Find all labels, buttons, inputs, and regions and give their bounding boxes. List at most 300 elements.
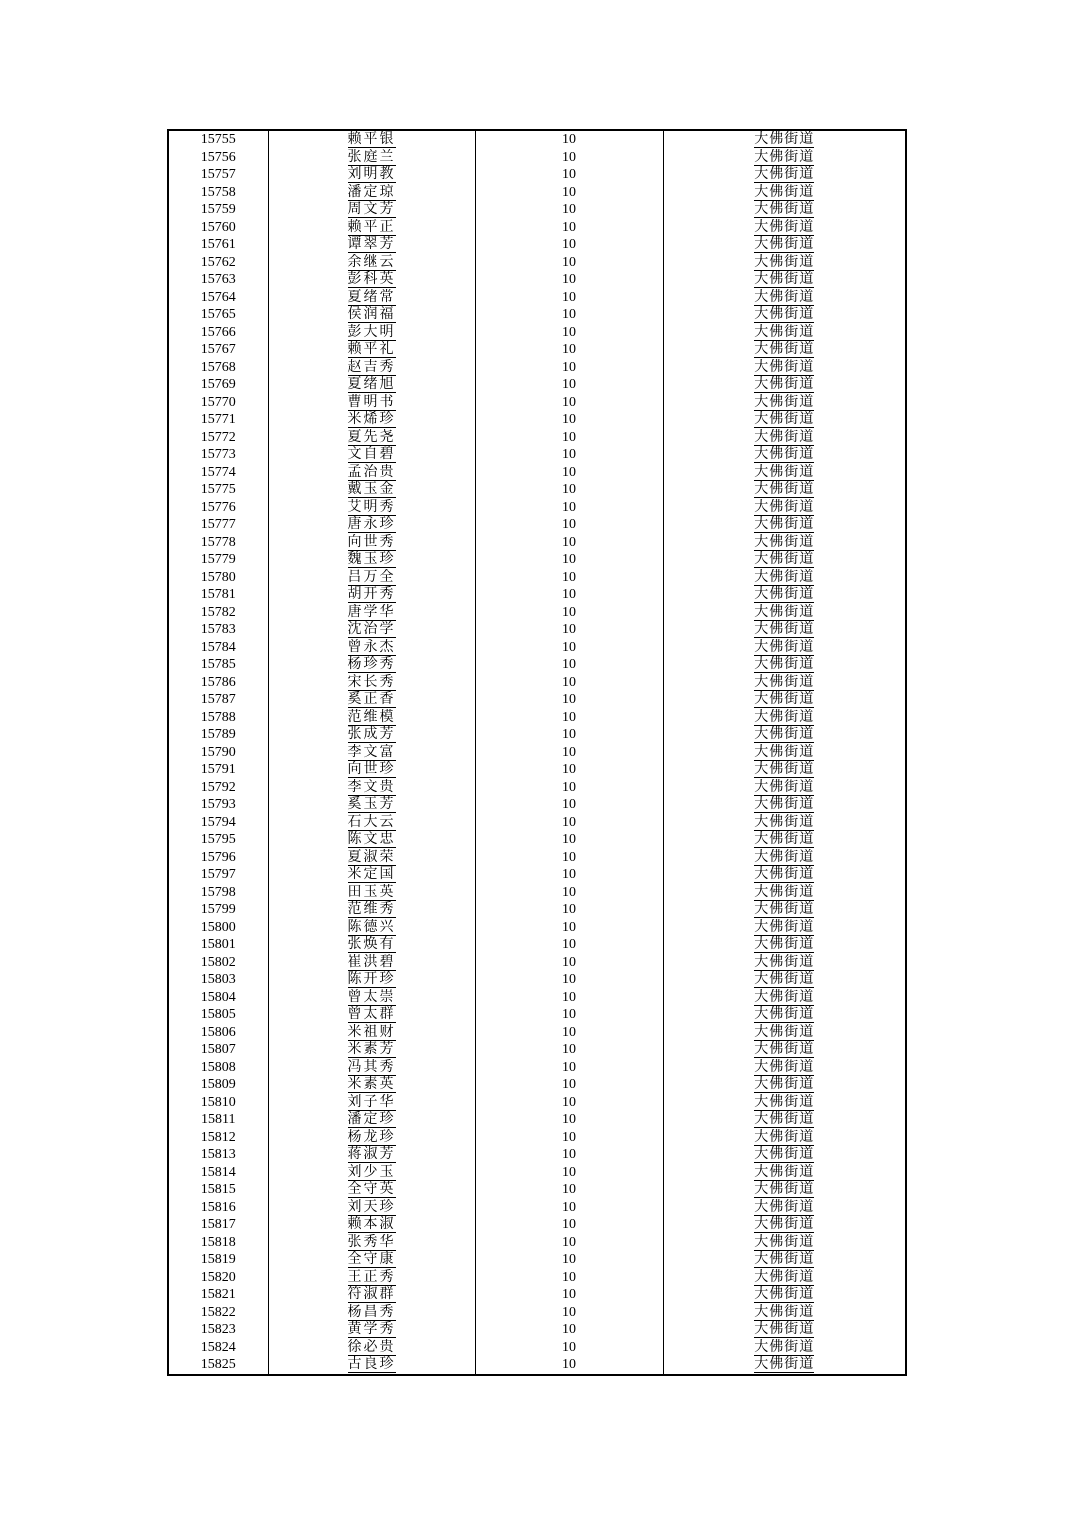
person-name: 赖平礼 xyxy=(347,342,396,358)
street-cell xyxy=(663,1076,906,1094)
table-row xyxy=(168,709,906,727)
street-cell xyxy=(663,639,906,657)
person-name: 范维秀 xyxy=(347,902,396,918)
name-cell xyxy=(268,761,475,779)
street-cell xyxy=(663,1129,906,1147)
name-cell xyxy=(268,429,475,447)
street-name: 大佛街道 xyxy=(754,622,815,638)
street-cell xyxy=(663,1339,906,1357)
street-cell xyxy=(663,464,906,482)
person-name: 米祖财 xyxy=(347,1024,396,1040)
table-row xyxy=(168,779,906,797)
table-row xyxy=(168,1181,906,1199)
street-name: 大佛街道 xyxy=(754,779,815,795)
person-name: 刘明教 xyxy=(347,167,396,183)
row-number-cell: 15785 xyxy=(168,656,268,674)
row-number-cell: 15761 xyxy=(168,236,268,254)
amount-cell: 10 xyxy=(475,831,663,849)
amount-cell: 10 xyxy=(475,1286,663,1304)
amount-cell: 10 xyxy=(475,534,663,552)
person-name: 黄学秀 xyxy=(347,1322,396,1338)
street-cell xyxy=(663,971,906,989)
street-name: 大佛街道 xyxy=(754,1164,815,1180)
table-row xyxy=(168,1059,906,1077)
row-number-cell: 15768 xyxy=(168,359,268,377)
name-cell xyxy=(268,1059,475,1077)
street-cell xyxy=(663,551,906,569)
name-cell xyxy=(268,901,475,919)
street-name: 大佛街道 xyxy=(754,1322,815,1338)
person-name: 唐永珍 xyxy=(347,517,396,533)
person-name: 赵吉秀 xyxy=(347,359,396,375)
street-cell xyxy=(663,709,906,727)
name-cell xyxy=(268,1251,475,1269)
street-name: 大佛街道 xyxy=(754,762,815,778)
amount-cell: 10 xyxy=(475,1304,663,1322)
name-cell xyxy=(268,236,475,254)
table-row xyxy=(168,359,906,377)
person-name: 周文芳 xyxy=(347,202,396,218)
street-cell xyxy=(663,289,906,307)
amount-cell: 10 xyxy=(475,130,663,149)
person-name: 王正秀 xyxy=(347,1269,396,1285)
person-name: 向世秀 xyxy=(347,534,396,550)
person-name: 文自碧 xyxy=(347,447,396,463)
table-row xyxy=(168,324,906,342)
row-number-cell: 15801 xyxy=(168,936,268,954)
row-number-cell: 15767 xyxy=(168,341,268,359)
street-name: 大佛街道 xyxy=(754,569,815,585)
row-number-cell: 15769 xyxy=(168,376,268,394)
amount-cell: 10 xyxy=(475,446,663,464)
amount-cell: 10 xyxy=(475,1094,663,1112)
street-cell xyxy=(663,1059,906,1077)
name-cell xyxy=(268,604,475,622)
name-cell xyxy=(268,656,475,674)
street-cell xyxy=(663,1356,906,1375)
person-name: 谭翠芳 xyxy=(347,237,396,253)
row-number-cell: 15793 xyxy=(168,796,268,814)
table-row xyxy=(168,849,906,867)
street-cell xyxy=(663,446,906,464)
street-cell xyxy=(663,1181,906,1199)
table-row xyxy=(168,674,906,692)
amount-cell: 10 xyxy=(475,1339,663,1357)
table-row xyxy=(168,1024,906,1042)
person-name: 陈德兴 xyxy=(347,919,396,935)
row-number-cell: 15814 xyxy=(168,1164,268,1182)
person-name: 夏绪旭 xyxy=(347,377,396,393)
name-cell xyxy=(268,1024,475,1042)
street-cell xyxy=(663,831,906,849)
amount-cell: 10 xyxy=(475,394,663,412)
amount-cell: 10 xyxy=(475,201,663,219)
amount-cell: 10 xyxy=(475,1251,663,1269)
name-cell xyxy=(268,1181,475,1199)
street-cell xyxy=(663,569,906,587)
street-cell xyxy=(663,1006,906,1024)
street-cell xyxy=(663,796,906,814)
row-number-cell: 15822 xyxy=(168,1304,268,1322)
amount-cell: 10 xyxy=(475,289,663,307)
person-name: 戴玉金 xyxy=(347,482,396,498)
amount-cell: 10 xyxy=(475,1146,663,1164)
amount-cell: 10 xyxy=(475,691,663,709)
table-row xyxy=(168,1111,906,1129)
table-row xyxy=(168,446,906,464)
row-number-cell: 15807 xyxy=(168,1041,268,1059)
table-row xyxy=(168,1356,906,1375)
table-row xyxy=(168,586,906,604)
table-row xyxy=(168,499,906,517)
amount-cell: 10 xyxy=(475,219,663,237)
street-name: 大佛街道 xyxy=(754,1112,815,1128)
table-row xyxy=(168,621,906,639)
amount-cell: 10 xyxy=(475,1059,663,1077)
street-name: 大佛街道 xyxy=(754,1147,815,1163)
person-name: 曾永杰 xyxy=(347,639,396,655)
name-cell xyxy=(268,481,475,499)
street-name: 大佛街道 xyxy=(754,1357,815,1373)
person-name: 古良珍 xyxy=(347,1357,396,1373)
person-name: 赖平正 xyxy=(347,219,396,235)
street-name: 大佛街道 xyxy=(754,1269,815,1285)
street-name: 大佛街道 xyxy=(754,1007,815,1023)
amount-cell: 10 xyxy=(475,744,663,762)
street-name: 大佛街道 xyxy=(754,674,815,690)
name-cell xyxy=(268,254,475,272)
amount-cell: 10 xyxy=(475,481,663,499)
name-cell xyxy=(268,324,475,342)
name-cell xyxy=(268,341,475,359)
amount-cell: 10 xyxy=(475,656,663,674)
street-name: 大佛街道 xyxy=(754,727,815,743)
street-cell xyxy=(663,1094,906,1112)
name-cell xyxy=(268,376,475,394)
row-number-cell: 15781 xyxy=(168,586,268,604)
table-row xyxy=(168,429,906,447)
street-cell xyxy=(663,744,906,762)
street-cell xyxy=(663,236,906,254)
name-cell xyxy=(268,1216,475,1234)
table-row xyxy=(168,1146,906,1164)
name-cell xyxy=(268,359,475,377)
street-name: 大佛街道 xyxy=(754,814,815,830)
street-cell xyxy=(663,271,906,289)
amount-cell: 10 xyxy=(475,551,663,569)
person-name: 潘定琼 xyxy=(347,184,396,200)
street-cell xyxy=(663,1041,906,1059)
table-row xyxy=(168,989,906,1007)
street-cell xyxy=(663,1216,906,1234)
row-number-cell: 15804 xyxy=(168,989,268,1007)
street-cell xyxy=(663,324,906,342)
street-cell xyxy=(663,481,906,499)
row-number-cell: 15808 xyxy=(168,1059,268,1077)
table-row xyxy=(168,254,906,272)
street-cell xyxy=(663,761,906,779)
row-number-cell: 15790 xyxy=(168,744,268,762)
street-cell xyxy=(663,604,906,622)
table-row xyxy=(168,201,906,219)
name-cell xyxy=(268,866,475,884)
street-name: 大佛街道 xyxy=(754,237,815,253)
row-number-cell: 15770 xyxy=(168,394,268,412)
name-cell xyxy=(268,166,475,184)
name-cell xyxy=(268,534,475,552)
table-row xyxy=(168,166,906,184)
street-cell xyxy=(663,149,906,167)
table-row xyxy=(168,376,906,394)
row-number-cell: 15773 xyxy=(168,446,268,464)
amount-cell: 10 xyxy=(475,184,663,202)
name-cell xyxy=(268,674,475,692)
street-name: 大佛街道 xyxy=(754,744,815,760)
amount-cell: 10 xyxy=(475,761,663,779)
street-cell xyxy=(663,166,906,184)
name-cell xyxy=(268,1129,475,1147)
street-cell xyxy=(663,866,906,884)
amount-cell: 10 xyxy=(475,586,663,604)
street-name: 大佛街道 xyxy=(754,1199,815,1215)
person-name: 李文贵 xyxy=(347,779,396,795)
person-name: 徐必贵 xyxy=(347,1339,396,1355)
street-cell xyxy=(663,989,906,1007)
name-cell xyxy=(268,1269,475,1287)
table-row xyxy=(168,1041,906,1059)
row-number-cell: 15795 xyxy=(168,831,268,849)
amount-cell: 10 xyxy=(475,971,663,989)
street-cell xyxy=(663,201,906,219)
street-name: 大佛街道 xyxy=(754,429,815,445)
table-row xyxy=(168,604,906,622)
name-cell xyxy=(268,919,475,937)
table-row xyxy=(168,639,906,657)
name-cell xyxy=(268,1339,475,1357)
name-cell xyxy=(268,1006,475,1024)
street-name: 大佛街道 xyxy=(754,132,815,148)
table-row xyxy=(168,1006,906,1024)
name-cell xyxy=(268,271,475,289)
name-cell xyxy=(268,446,475,464)
street-name: 大佛街道 xyxy=(754,412,815,428)
street-name: 大佛街道 xyxy=(754,1077,815,1093)
name-cell xyxy=(268,779,475,797)
table-row xyxy=(168,1251,906,1269)
street-name: 大佛街道 xyxy=(754,482,815,498)
table-row xyxy=(168,971,906,989)
name-cell xyxy=(268,306,475,324)
table-row xyxy=(168,1076,906,1094)
street-cell xyxy=(663,341,906,359)
table-row xyxy=(168,516,906,534)
table-row xyxy=(168,289,906,307)
table-row xyxy=(168,569,906,587)
street-cell xyxy=(663,219,906,237)
person-name: 曾太崇 xyxy=(347,989,396,1005)
amount-cell: 10 xyxy=(475,814,663,832)
street-cell xyxy=(663,429,906,447)
table-row xyxy=(168,884,906,902)
street-name: 大佛街道 xyxy=(754,972,815,988)
street-cell xyxy=(663,1251,906,1269)
person-name: 彭科英 xyxy=(347,272,396,288)
amount-cell: 10 xyxy=(475,569,663,587)
street-cell xyxy=(663,586,906,604)
street-cell xyxy=(663,534,906,552)
street-cell xyxy=(663,1024,906,1042)
name-cell xyxy=(268,621,475,639)
name-cell xyxy=(268,1356,475,1375)
table-row xyxy=(168,271,906,289)
amount-cell: 10 xyxy=(475,1216,663,1234)
row-number-cell: 15757 xyxy=(168,166,268,184)
table-row xyxy=(168,236,906,254)
street-name: 大佛街道 xyxy=(754,377,815,393)
street-cell xyxy=(663,691,906,709)
street-name: 大佛街道 xyxy=(754,937,815,953)
table-row xyxy=(168,306,906,324)
person-name: 石大云 xyxy=(347,814,396,830)
street-name: 大佛街道 xyxy=(754,289,815,305)
row-number-cell: 15755 xyxy=(168,130,268,149)
person-name: 奚正香 xyxy=(347,692,396,708)
table-row xyxy=(168,1216,906,1234)
person-name: 刘天珍 xyxy=(347,1199,396,1215)
street-name: 大佛街道 xyxy=(754,1024,815,1040)
row-number-cell: 15802 xyxy=(168,954,268,972)
row-number-cell: 15764 xyxy=(168,289,268,307)
row-number-cell: 15765 xyxy=(168,306,268,324)
row-number-cell: 15799 xyxy=(168,901,268,919)
table-row xyxy=(168,691,906,709)
person-name: 向世珍 xyxy=(347,762,396,778)
street-name: 大佛街道 xyxy=(754,954,815,970)
street-name: 大佛街道 xyxy=(754,184,815,200)
street-name: 大佛街道 xyxy=(754,324,815,340)
name-cell xyxy=(268,516,475,534)
person-name: 田玉英 xyxy=(347,884,396,900)
row-number-cell: 15815 xyxy=(168,1181,268,1199)
row-number-cell: 15824 xyxy=(168,1339,268,1357)
row-number-cell: 15774 xyxy=(168,464,268,482)
street-name: 大佛街道 xyxy=(754,639,815,655)
table-row xyxy=(168,534,906,552)
person-name: 米定国 xyxy=(347,867,396,883)
street-name: 大佛街道 xyxy=(754,587,815,603)
table-row xyxy=(168,411,906,429)
person-name: 赖本淑 xyxy=(347,1217,396,1233)
street-cell xyxy=(663,1234,906,1252)
street-cell xyxy=(663,814,906,832)
name-cell xyxy=(268,184,475,202)
table-row xyxy=(168,919,906,937)
name-cell xyxy=(268,814,475,832)
street-name: 大佛街道 xyxy=(754,867,815,883)
person-name: 夏绪常 xyxy=(347,289,396,305)
name-cell xyxy=(268,289,475,307)
amount-cell: 10 xyxy=(475,919,663,937)
table-row xyxy=(168,1304,906,1322)
amount-cell: 10 xyxy=(475,1129,663,1147)
street-name: 大佛街道 xyxy=(754,219,815,235)
person-name: 张成芳 xyxy=(347,727,396,743)
row-number-cell: 15756 xyxy=(168,149,268,167)
name-cell xyxy=(268,831,475,849)
name-cell xyxy=(268,1164,475,1182)
row-number-cell: 15812 xyxy=(168,1129,268,1147)
street-cell xyxy=(663,954,906,972)
table-row xyxy=(168,1286,906,1304)
amount-cell: 10 xyxy=(475,639,663,657)
amount-cell: 10 xyxy=(475,324,663,342)
amount-cell: 10 xyxy=(475,236,663,254)
street-name: 大佛街道 xyxy=(754,307,815,323)
row-number-cell: 15813 xyxy=(168,1146,268,1164)
row-number-cell: 15758 xyxy=(168,184,268,202)
row-number-cell: 15791 xyxy=(168,761,268,779)
person-name: 蒋淑芳 xyxy=(347,1147,396,1163)
street-cell xyxy=(663,394,906,412)
street-cell xyxy=(663,1111,906,1129)
amount-cell: 10 xyxy=(475,1164,663,1182)
street-name: 大佛街道 xyxy=(754,464,815,480)
amount-cell: 10 xyxy=(475,166,663,184)
person-name: 符淑群 xyxy=(347,1287,396,1303)
row-number-cell: 15809 xyxy=(168,1076,268,1094)
row-number-cell: 15782 xyxy=(168,604,268,622)
row-number-cell: 15783 xyxy=(168,621,268,639)
street-cell xyxy=(663,306,906,324)
table-row xyxy=(168,130,906,149)
name-cell xyxy=(268,639,475,657)
row-number-cell: 15759 xyxy=(168,201,268,219)
name-cell xyxy=(268,586,475,604)
row-number-cell: 15818 xyxy=(168,1234,268,1252)
street-name: 大佛街道 xyxy=(754,1059,815,1075)
row-number-cell: 15800 xyxy=(168,919,268,937)
row-number-cell: 15772 xyxy=(168,429,268,447)
table-row xyxy=(168,726,906,744)
street-cell xyxy=(663,1304,906,1322)
name-cell xyxy=(268,551,475,569)
row-number-cell: 15787 xyxy=(168,691,268,709)
street-cell xyxy=(663,936,906,954)
street-name: 大佛街道 xyxy=(754,1042,815,1058)
person-name: 全守康 xyxy=(347,1252,396,1268)
table-row xyxy=(168,184,906,202)
row-number-cell: 15760 xyxy=(168,219,268,237)
street-cell xyxy=(663,621,906,639)
amount-cell: 10 xyxy=(475,989,663,1007)
person-name: 胡开秀 xyxy=(347,587,396,603)
table-row xyxy=(168,656,906,674)
person-name: 张焕有 xyxy=(347,937,396,953)
amount-cell: 10 xyxy=(475,359,663,377)
street-name: 大佛街道 xyxy=(754,534,815,550)
table-row xyxy=(168,551,906,569)
person-name: 崔洪碧 xyxy=(347,954,396,970)
street-name: 大佛街道 xyxy=(754,604,815,620)
row-number-cell: 15780 xyxy=(168,569,268,587)
person-name: 孟治贵 xyxy=(347,464,396,480)
table-row xyxy=(168,1339,906,1357)
name-cell xyxy=(268,1094,475,1112)
amount-cell: 10 xyxy=(475,849,663,867)
street-name: 大佛街道 xyxy=(754,849,815,865)
person-name: 曹明书 xyxy=(347,394,396,410)
name-cell xyxy=(268,1146,475,1164)
